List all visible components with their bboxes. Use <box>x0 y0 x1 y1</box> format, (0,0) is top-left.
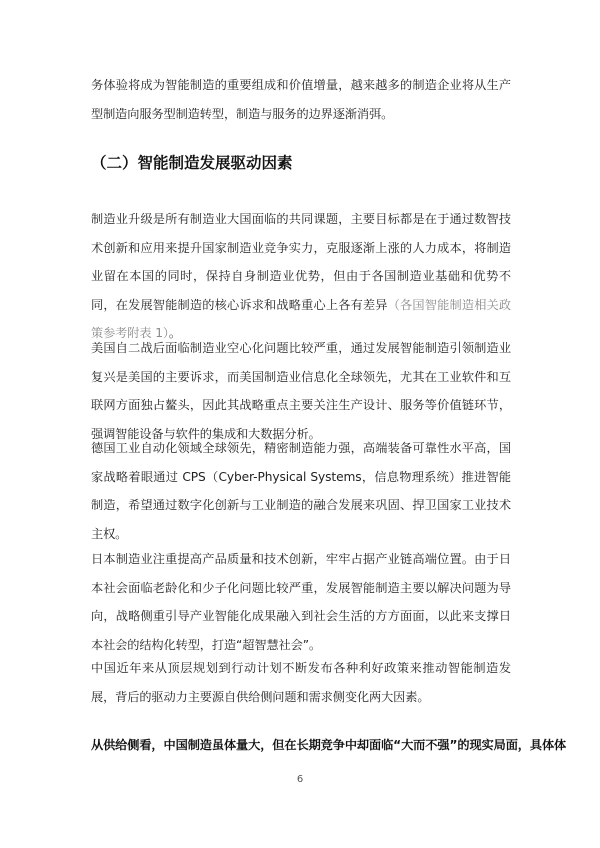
paragraph-manufacturing-upgrade <box>91 205 511 348</box>
paragraph-service-transformation: 务体验将成为智能制造的重要组成和价值增量，越来越多的制造企业将从生产型制造向服务型制造转型，制造与服务的边界逐渐消弭。 <box>91 78 511 121</box>
paragraph-japan: 日本制造业注重提高产品质量和技术创新，牢牢占据产业链高端位置。由于日本社会面临老龄化和少子化问题比较严重，发展智能制造主要以解决问题为导向，战略侧重引导产业智能化成果融入到社会生活的方方面面，以此来支撑日本社会的结构化转型，打造“超智慧社会”。 <box>91 552 511 652</box>
paragraph-china: 中国近年来从顶层规划到行动计划不断发布各种利好政策来推动智能制造发展，背后的驱动力主要源自供给侧问题和需求侧变化两大因素。 <box>91 661 511 704</box>
paragraph-end-punctuation: 。 <box>168 326 181 340</box>
section-heading: （二）智能制造发展驱动因素 <box>91 154 293 172</box>
paragraph-text: 制造业升级是所有制造业大国面临的共同课题，主要目标都是在于通过数智技术创新和应用来提升国家制造业竞争实力，克服逐渐上涨的人力成本，将制造业留在本国的同时，保持自身制造业优势，但由于各国制造业基础和优势不同，在发展智能制造的核心诉求和战略重心上各有差异 <box>91 212 511 312</box>
page-number: 6 <box>296 774 304 785</box>
paragraph-usa: 美国自二战后面临制造业空心化问题比较严重，通过发展智能制造引领制造业复兴是美国的主要诉求，而美国制造业信息化全球领先，尤其在工业软件和互联网方面独占鳌头，因此其战略重点主要关注生产设计、服务等价值链环节，强调智能设备与软件的集成和大数据分析。 <box>91 341 511 441</box>
paragraph-supply-side: 从供给侧看，中国制造虽体量大，但在长期竞争中却面临“大而不强”的现实局面，具体体 <box>91 738 567 752</box>
appendix-reference-link[interactable]: （各国智能制造相关政策参考附表 1） <box>91 297 512 340</box>
paragraph-germany: 德国工业自动化领域全球领先，精密制造能力强，高端装备可靠性水平高，国家战略着眼通过 CPS（Cyber-Physical Systems，信息物理系统）推进智能制造，希望通过数字化创新与工业制造的融合发展来巩固、捍卫国家工业技术主权。 <box>91 441 511 541</box>
